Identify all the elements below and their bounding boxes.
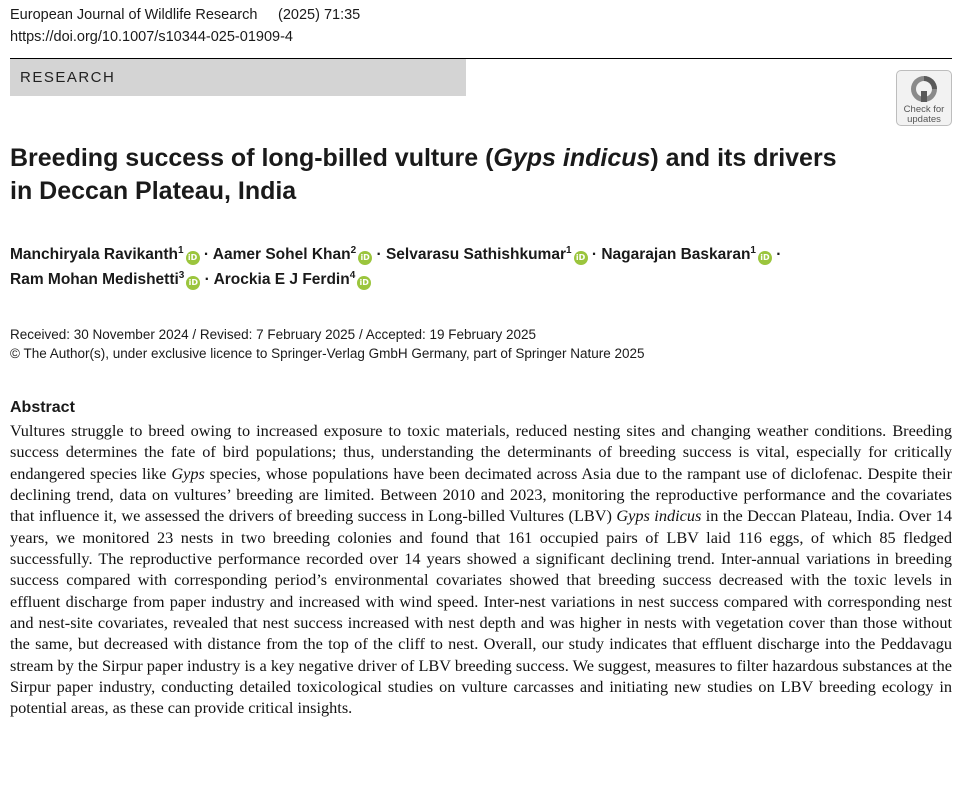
- author-name[interactable]: Aamer Sohel Khan: [212, 246, 351, 263]
- abstract-segment: Vultures struggle to breed owing to increased exposure to toxic materials, reduced nesting sites and changing weather conditions. Breeding success determines the fate of bird populations; thus, understanding the determinants of breeding success is vital, especially for critically endangered species like: [10, 421, 952, 483]
- title-italic-species: Gyps indicus: [493, 144, 651, 172]
- author-separator: ·: [776, 246, 782, 263]
- orcid-icon[interactable]: iD: [357, 276, 371, 290]
- title-part2: ) and its drivers: [650, 144, 837, 172]
- author[interactable]: [386, 246, 588, 263]
- author-affiliation: 1: [750, 244, 756, 256]
- check-for-updates-badge[interactable]: [896, 70, 952, 126]
- journal-volume: (2025) 71:35: [278, 7, 361, 23]
- article-type-banner: RESEARCH: [10, 59, 466, 96]
- author-affiliation: 1: [566, 244, 572, 256]
- publication-dates: Received: 30 November 2024 / Revised: 7 February 2025 / Accepted: 19 February 2025: [10, 327, 537, 342]
- author-affiliation: 2: [350, 244, 357, 256]
- author-name[interactable]: Nagarajan Baskaran: [601, 246, 751, 263]
- author-separator: ·: [204, 271, 210, 288]
- author-separator: ·: [591, 246, 598, 263]
- abstract-segment: in the Deccan Plateau, India. Over 14 years, we monitored 23 nests in two breeding colonies and found that 161 occupied pairs of LBV laid 116 eggs, of which 85 fledged successfully. The reproductive performance recorded over 14 years showed a significant declining trend. Inter-annual variations in breeding success compared with corresponding period’s environmental covariates showed that breeding success decreased with the toxic levels in effluent discharge from paper industry and increased with wind speed. Inter-nest variations in nest success compared with corresponding nest and nest-site covariates, revealed that nest success increased with nest depth and was higher in nests with vegetation cover than those without the same, but decreased with distance from the top of the cliff to nest. Overall, our study indicates that effluent discharge into the Peddavagu stream by the Sirpur paper industry is a key negative driver of LBV breeding success. We suggest, measures to filter hazardous substances at the Sirpur paper industry, conducting detailed toxicological studies on vulture carcasses and initiating new studies on LBV breeding ecology in potential areas, as these can provide critical insights.: [10, 506, 953, 718]
- orcid-icon[interactable]: iD: [574, 251, 588, 265]
- abstract-italic-genus: Gyps: [171, 463, 205, 483]
- abstract-heading: Abstract: [10, 399, 75, 416]
- orcid-icon[interactable]: iD: [186, 276, 200, 290]
- orcid-icon[interactable]: iD: [758, 251, 772, 265]
- orcid-icon[interactable]: iD: [358, 251, 372, 265]
- author-name[interactable]: Ram Mohan Medishetti: [10, 271, 179, 288]
- abstract-text: [10, 420, 952, 719]
- author-list: [10, 242, 950, 292]
- check-for-updates-label: [897, 105, 951, 125]
- title-part1: Breeding success of long-billed vulture (: [10, 144, 494, 172]
- author-affiliation: 4: [349, 269, 356, 281]
- orcid-icon[interactable]: iD: [186, 251, 200, 265]
- journal-name: European Journal of Wildlife Research: [10, 7, 258, 23]
- check-for-updates-line2: updates: [907, 114, 941, 125]
- author-separator: ·: [203, 246, 210, 263]
- journal-citation: [10, 6, 361, 24]
- abstract-segment: species, whose populations have been decimated across Asia due to the rampant use of diclofenac. Despite their declining trend, data on vultures’ breeding are limited. Between 2010 and 2023, monitoring the reproductive performance and the covariates that influence it, we assessed the drivers of breeding success in Long-billed Vultures (LBV): [10, 463, 952, 526]
- doi-link[interactable]: https://doi.org/10.1007/s10344-025-01909-4: [10, 29, 293, 45]
- author-affiliation: 1: [177, 244, 184, 256]
- author-affiliation: 3: [178, 269, 185, 281]
- copyright-notice: © The Author(s), under exclusive licence to Springer-Verlag GmbH Germany, part of Springer Nature 2025: [10, 346, 645, 361]
- article-title: [10, 142, 910, 208]
- check-for-updates-icon: [909, 74, 939, 104]
- author-separator: ·: [376, 246, 382, 263]
- author[interactable]: [10, 271, 200, 288]
- abstract-italic-species: Gyps indicus: [616, 506, 702, 526]
- title-line2: in Deccan Plateau, India: [10, 177, 297, 205]
- author[interactable]: [214, 271, 372, 288]
- author-name[interactable]: Selvarasu Sathishkumar: [385, 246, 566, 263]
- author[interactable]: [10, 246, 200, 263]
- author-name[interactable]: Arockia E J Ferdin: [213, 271, 350, 288]
- author-name[interactable]: Manchiryala Ravikanth: [10, 246, 178, 263]
- author[interactable]: [601, 246, 772, 263]
- author[interactable]: [213, 246, 372, 263]
- check-for-updates-line1: Check for: [903, 104, 945, 115]
